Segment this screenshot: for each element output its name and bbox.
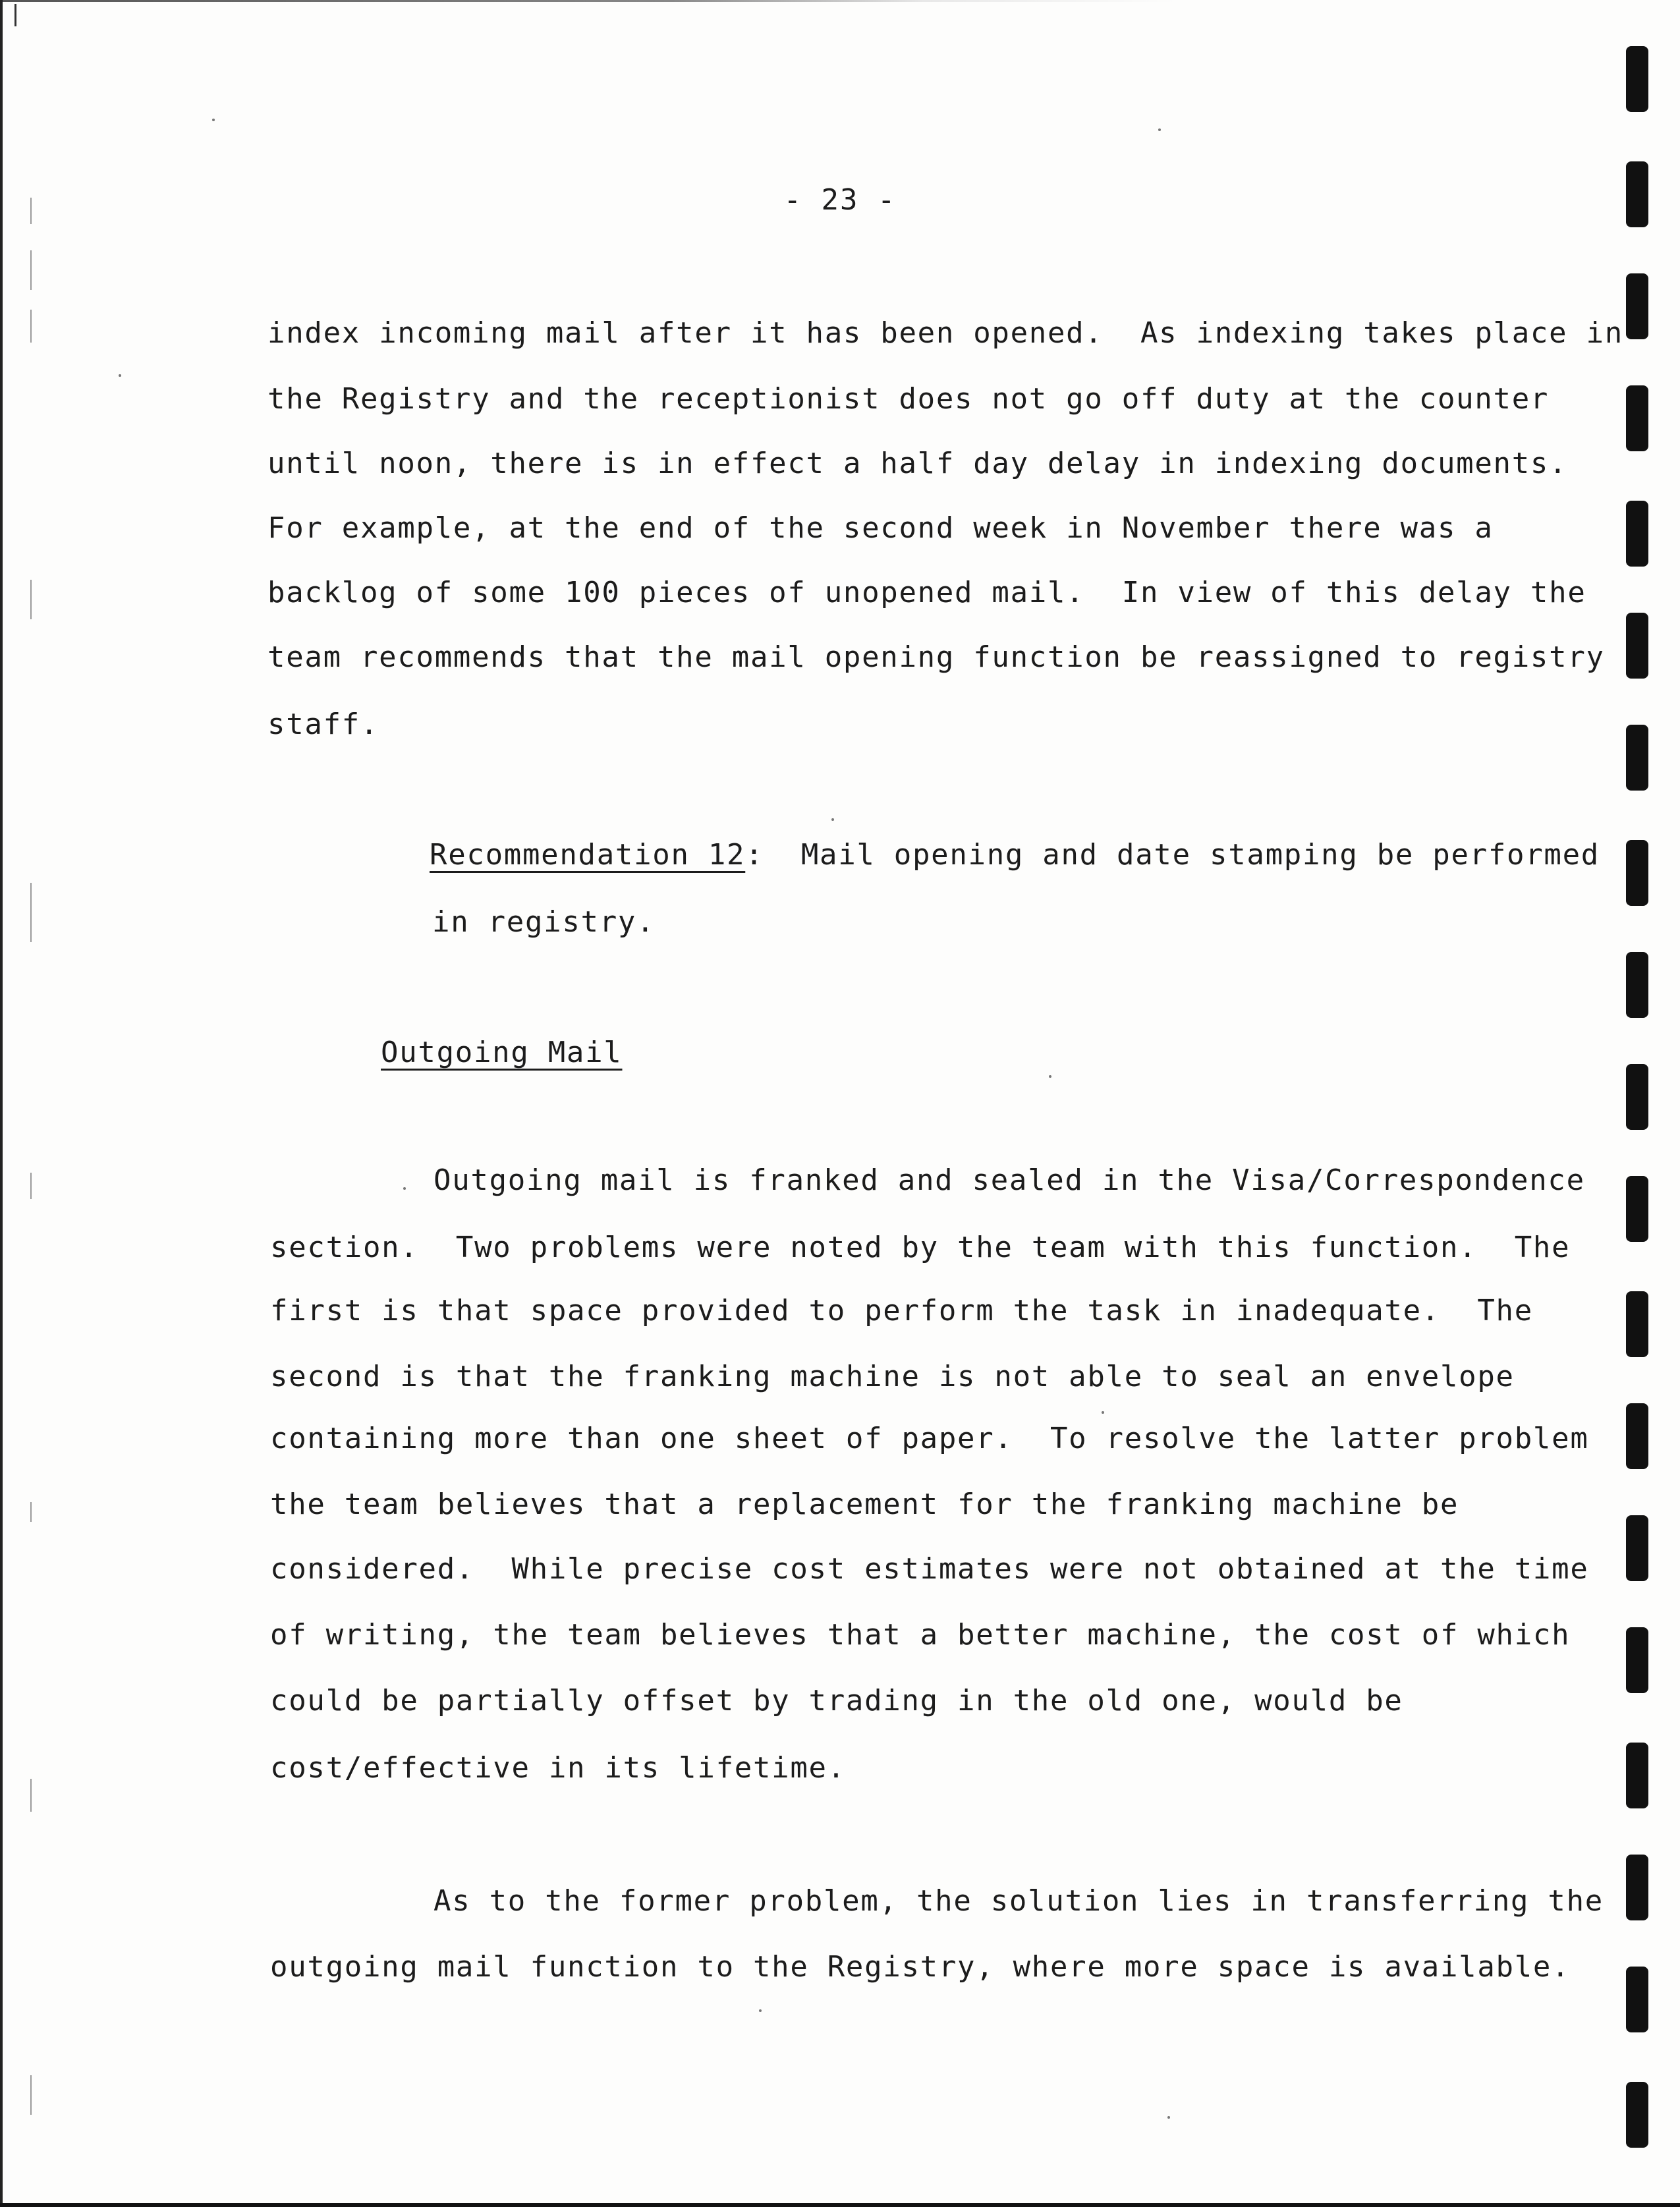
text-line: For example, at the end of the second week in November there was a [267,511,1494,545]
binding-bar [1626,952,1648,1018]
text-line: section. Two problems were noted by the team with this function. The [270,1231,1571,1264]
binding-bar [1626,1064,1648,1130]
recommendation-text: Mail opening and date stamping be performed [764,838,1600,872]
recommendation-line-2: in registry. [432,905,656,939]
text-line: the team believes that a replacement for the franking machine be [270,1488,1459,1521]
text-line: the Registry and the receptionist does not go off duty at the counter [267,382,1550,416]
text-line: Outgoing mail is franked and sealed in the Visa/Correspondence [434,1163,1585,1197]
binding-bar [1626,1855,1648,1920]
text-line: containing more than one sheet of paper. To resolve the latter problem [270,1422,1589,1455]
scan-border-left [0,0,3,2207]
scan-border-top [0,0,1680,2]
text-line: second is that the franking machine is not able to seal an envelope [270,1360,1515,1393]
text-line: of writing, the team believes that a better machine, the cost of which [270,1618,1571,1652]
text-line: backlog of some 100 pieces of unopened mail. In view of this delay the [267,576,1586,609]
scan-border-bottom [0,2203,1680,2207]
text-line: first is that space provided to perform the task in inadequate. The [270,1294,1533,1327]
binding-bar [1626,840,1648,906]
text-line: considered. While precise cost estimates were not obtained at the time [270,1552,1589,1586]
section-heading: Outgoing Mail [381,1036,623,1069]
text-line: cost/effective in its lifetime. [270,1751,846,1785]
binding-bar [1626,2082,1648,2148]
text-line: team recommends that the mail opening function be reassigned to registry [267,640,1605,674]
binding-bar [1626,273,1648,339]
binding-holes [1626,0,1658,2207]
binding-bar [1626,501,1648,567]
binding-bar [1626,1291,1648,1357]
binding-bar [1626,1515,1648,1581]
binding-bar [1626,46,1648,112]
text-line: index incoming mail after it has been opened. As indexing takes place in [267,316,1623,350]
scan-left-specks [30,0,33,2207]
recommendation-line [430,837,1600,874]
scan-corner-mark [14,4,16,26]
binding-bar [1626,1967,1648,2032]
recommendation-separator: : [745,838,764,872]
binding-bar [1626,1743,1648,1808]
text-line: outgoing mail function to the Registry, where more space is available. [270,1950,1571,1984]
binding-bar [1626,613,1648,679]
binding-bar [1626,1176,1648,1242]
text-line: until noon, there is in effect a half day delay in indexing documents. [267,447,1568,480]
binding-bar [1626,385,1648,451]
text-line: As to the former problem, the solution lies in transferring the [434,1884,1604,1918]
text-line: could be partially offset by trading in the old one, would be [270,1684,1403,1718]
binding-bar [1626,1403,1648,1469]
binding-bar [1626,725,1648,791]
recommendation-label: Recommendation 12 [430,838,746,872]
page-number: - 23 - [783,183,897,217]
text-line: staff. [267,708,379,741]
binding-bar [1626,1627,1648,1693]
